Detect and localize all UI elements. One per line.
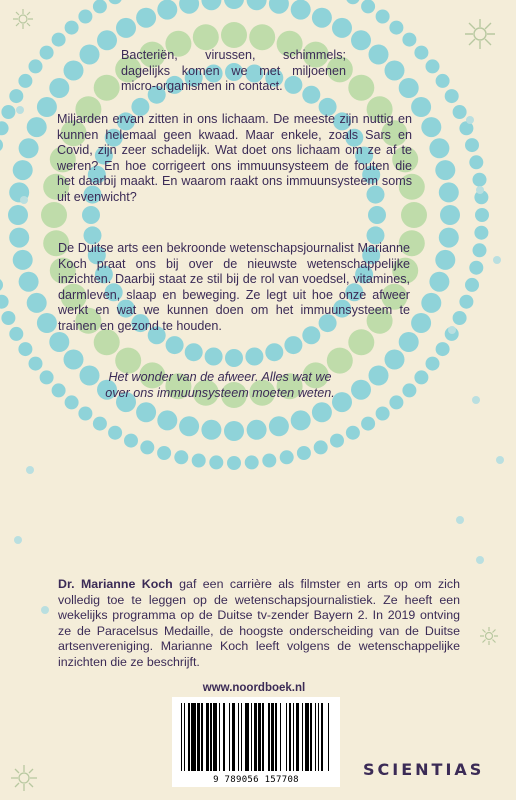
decorative-dot [291,410,311,430]
decorative-dot [426,357,440,371]
tagline: Het wonder van de afweer. Alles wat we over ons immuunsysteem moeten weten. [105,370,335,400]
decorative-dot [389,21,403,35]
decorative-dot [445,89,459,103]
barcode-bars [181,703,331,771]
decorative-dot [399,332,419,352]
decorative-dot [475,208,489,222]
isbn-number: 9 789056 157708 [213,775,299,785]
decorative-dot [0,138,3,152]
decorative-dot [351,380,371,400]
decorative-dot [224,421,244,441]
decorative-dot [389,395,403,409]
virus-icon [12,8,34,30]
decorative-dot [80,366,100,386]
decorative-dot [166,336,184,354]
decorative-dot [473,243,487,257]
decorative-dot [435,160,455,180]
decorative-dot [247,0,267,10]
decorative-dot [93,417,107,431]
decorative-dot [284,336,302,354]
decorative-dot [247,420,267,440]
decorative-dot [369,366,389,386]
decorative-dot [157,0,177,20]
decorative-dot [476,186,484,194]
decorative-dot [37,97,57,117]
decorative-dot [18,342,32,356]
decorative-dot [0,278,3,292]
decorative-dot [40,370,54,384]
decorative-dot [9,327,23,341]
decorative-dot [9,228,29,248]
decorative-dot [459,295,473,309]
decorative-dot [291,0,311,20]
decorative-dot [426,59,440,73]
decorative-dot [78,407,92,421]
decorative-dot [429,272,449,292]
decorative-dot [496,456,504,464]
decorative-dot [18,74,32,88]
decorative-dot [64,61,84,81]
body-paragraph: De Duitse arts een bekroonde wetenschapsjournalist Marianne Koch praat ons bij over de nieuwste wetenschappelijke inzichten. Daarbij staat ze stil bij de rol van voedsel, vitamines, darmleven, slaap en beweging. Ze legt uit hoe onze afweer werkt en wat we kunnen doen om het immuunsysteem te trainen en gezond te houden. [58,241,410,333]
intro-first-lines: Bacteriën, virussen, schimmels; dagelijks komen we met miljoenen micro-organismen in contact. [121,48,346,93]
decorative-dot [421,117,441,137]
virus-icon [10,764,38,792]
decorative-dot [29,59,43,73]
decorative-dot [473,173,487,187]
decorative-dot [314,440,328,454]
decorative-dot [13,160,33,180]
decorative-dot [205,348,223,366]
decorative-dot [19,138,39,158]
decorative-dot [97,30,117,50]
decorative-dot [157,446,171,460]
decorative-dot [453,105,467,119]
decorative-dot [249,24,275,50]
decorative-dot [136,402,156,422]
decorative-dot [0,295,9,309]
decorative-dot [16,106,24,114]
decorative-dot [209,455,223,469]
decorative-dot [465,278,479,292]
decorative-dot [116,18,136,38]
barcode-bar [329,703,330,771]
decorative-dot [52,383,66,397]
decorative-dot [465,138,479,152]
decorative-dot [40,46,54,60]
decorative-dot [193,24,219,50]
decorative-dot [414,46,428,60]
decorative-dot [78,10,92,24]
decorative-dot [265,343,283,361]
author-bio [58,577,460,670]
decorative-dot [429,138,449,158]
publisher-logo: SCIENTIAS [363,760,485,779]
decorative-dot [476,556,484,564]
decorative-dot [245,348,263,366]
decorative-dot [37,313,57,333]
decorative-dot [27,117,47,137]
decorative-dot [64,350,84,370]
decorative-dot [41,202,67,228]
decorative-dot [472,396,480,404]
decorative-dot [469,261,483,275]
decorative-dot [29,357,43,371]
decorative-dot [201,420,221,440]
decorative-dot [124,434,138,448]
decorative-dot [469,155,483,169]
decorative-dot [368,206,386,224]
decorative-dot [41,606,49,614]
decorative-dot [1,105,15,119]
decorative-dot [179,416,199,436]
decorative-dot [474,226,488,240]
decorative-dot [136,8,156,28]
decorative-dot [439,228,459,248]
decorative-dot [26,466,34,474]
decorative-dot [13,250,33,270]
decorative-dot [351,30,371,50]
decorative-dot [376,10,390,24]
decorative-dot [94,75,120,101]
decorative-dot [8,205,28,225]
decorative-dot [466,116,474,124]
decorative-dot [411,313,431,333]
decorative-dot [361,0,375,13]
decorative-dot [440,205,460,225]
decorative-dot [435,250,455,270]
decorative-dot [297,446,311,460]
decorative-dot [224,0,244,9]
decorative-dot [185,343,203,361]
decorative-dot [80,45,100,65]
website-link[interactable]: www.noordboek.nl [202,682,306,694]
decorative-dot [369,45,389,65]
decorative-dot [140,440,154,454]
decorative-dot [19,272,39,292]
decorative-dot [20,196,28,204]
decorative-dot [402,33,416,47]
decorative-dot [49,78,69,98]
decorative-dot [456,516,464,524]
decorative-dot [269,416,289,436]
decorative-dot [346,426,360,440]
decorative-dot [312,8,332,28]
decorative-dot [448,326,456,334]
decorative-dot [245,455,259,469]
decorative-dot [14,536,22,544]
decorative-dot [0,121,9,135]
decorative-dot [332,18,352,38]
decorative-dot [436,342,450,356]
decorative-dot [493,256,501,264]
virus-icon [479,626,499,646]
decorative-dot [65,395,79,409]
decorative-dot [108,0,122,4]
decorative-dot [269,0,289,14]
barcode [172,697,340,787]
decorative-dot [376,407,390,421]
decorative-dot [225,349,243,367]
decorative-dot [280,450,294,464]
decorative-dot [157,410,177,430]
decorative-dot [361,417,375,431]
decorative-dot [312,402,332,422]
decorative-dot [439,182,459,202]
decorative-dot [27,293,47,313]
decorative-dot [221,22,247,48]
decorative-dot [436,74,450,88]
decorative-dot [414,370,428,384]
decorative-dot [399,78,419,98]
decorative-dot [385,61,405,81]
decorative-dot [108,426,122,440]
decorative-dot [9,89,23,103]
decorative-dot [346,0,360,4]
decorative-dot [52,33,66,47]
decorative-dot [411,97,431,117]
decorative-dot [49,332,69,352]
intro-paragraph: Miljarden ervan zitten in ons lichaam. De meeste zijn nuttig en kunnen helemaal geen kwaad. Maar enkele, zoals Sars en Covid, zijn zeer schadelijk. Wat doet ons lichaam om ze af te weren? En hoe corrigeert ons immuunsysteem de fouten die het daarbij maakt. En waarom raakt ons immuunsysteem soms uit evenwicht? [57,112,412,204]
virus-icon [463,17,497,51]
decorative-dot [453,311,467,325]
decorative-dot [262,454,276,468]
decorative-dot [174,450,188,464]
author-name: Dr. Marianne Koch [58,577,173,591]
decorative-dot [65,21,79,35]
decorative-dot [401,202,427,228]
decorative-dot [348,75,374,101]
decorative-dot [330,434,344,448]
decorative-dot [179,0,199,14]
decorative-dot [82,206,100,224]
decorative-dot [385,350,405,370]
decorative-dot [227,456,241,470]
decorative-dot [201,0,221,10]
decorative-dot [402,383,416,397]
decorative-dot [192,454,206,468]
decorative-dot [421,293,441,313]
decorative-dot [93,0,107,13]
decorative-dot [1,311,15,325]
author-bio-text: gaf een carrière als filmster en arts op om zich volledig toe te leggen op de wetenschapsjournalistiek. Ze heeft een wekelijks programma op de Duitse tv-zender Bayern 2. In 2019 ontving ze de Paracelsus Medaille, de hoogste onderscheiding van de Duitse artsenvereniging. Marianne Koch leeft volgens de wetenschappelijke inzichten die ze beschrijft. [58,577,460,669]
